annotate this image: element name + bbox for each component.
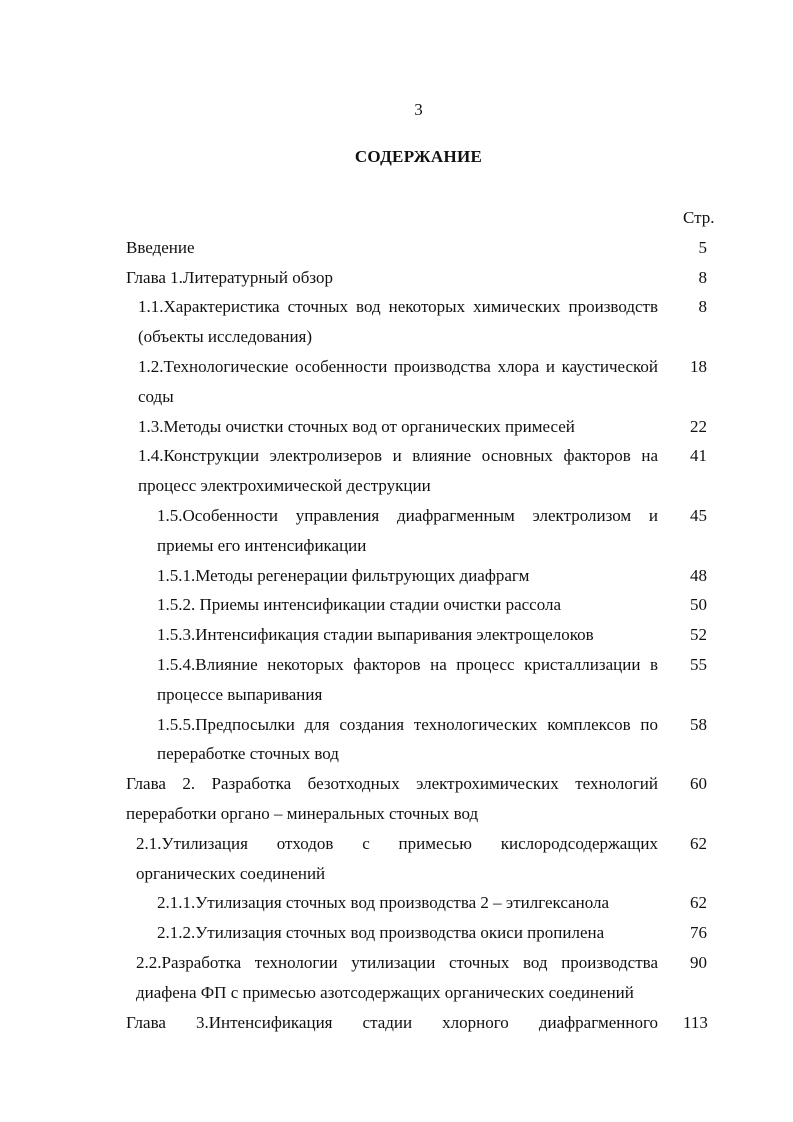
toc-entry xyxy=(0,918,793,948)
table-of-contents xyxy=(0,203,793,1037)
page-title: СОДЕРЖАНИЕ xyxy=(354,147,483,166)
toc-entry xyxy=(0,710,793,770)
toc-entry-page: 8 xyxy=(698,297,707,317)
page-number: 3 xyxy=(414,100,423,119)
toc-entry-text: Введение xyxy=(126,237,195,257)
toc-entry xyxy=(0,561,793,591)
toc-entry-text: 1.5.4.Влияние некоторых факторов на процесс кристаллизации в процессе выпаривания xyxy=(157,654,658,704)
page-column-header: Стр. xyxy=(683,208,715,227)
toc-entry-page: 8 xyxy=(698,267,707,287)
toc-entry-page: 18 xyxy=(690,356,707,376)
toc-entry-text: 1.3.Методы очистки сточных вод от органических примесей xyxy=(138,416,575,436)
toc-entry-page: 60 xyxy=(690,774,707,794)
toc-entry-text: 2.1.Утилизация отходов с примесью кислородсодержащих органических соединений xyxy=(136,833,658,883)
toc-entry xyxy=(0,888,793,918)
toc-entry-page: 22 xyxy=(690,416,707,436)
toc-entry-text: 2.1.2.Утилизация сточных вод производства окиси пропилена xyxy=(157,923,605,943)
toc-entry xyxy=(0,233,793,263)
toc-entry xyxy=(0,352,793,412)
toc-entry-page: 5 xyxy=(698,237,707,257)
toc-entry xyxy=(0,620,793,650)
toc-entry xyxy=(0,650,793,710)
toc-entry-text: Глава 1.Литературный обзор xyxy=(126,267,333,287)
toc-entry-text: 2.1.1.Утилизация сточных вод производства 2 – этилгексанола xyxy=(157,893,610,913)
toc-entry-text: 1.5.2. Приемы интенсификации стадии очистки рассола xyxy=(157,595,562,615)
toc-entry-text: 1.4.Конструкции электролизеров и влияние основных факторов на процесс электрохимической деструкции xyxy=(138,446,658,496)
toc-entry-page: 76 xyxy=(690,923,707,943)
toc-entry xyxy=(0,501,793,561)
toc-entry-page: 48 xyxy=(690,565,707,585)
toc-entry xyxy=(0,412,793,442)
toc-entry-page: 113 xyxy=(683,1012,708,1032)
toc-entry xyxy=(0,829,793,889)
toc-entry xyxy=(0,1008,793,1038)
toc-entry-page: 55 xyxy=(690,654,707,674)
toc-entry xyxy=(0,769,793,829)
toc-entry-text: 1.5.Особенности управления диафрагменным электролизом и приемы его интенсификации xyxy=(157,505,658,555)
toc-entry-text: 1.2.Технологические особенности производства хлора и каустической соды xyxy=(138,356,658,406)
toc-entry-page: 45 xyxy=(690,505,707,525)
toc-entry-text: Глава 3.Интенсификация стадии хлорного диафрагменного xyxy=(126,1012,658,1032)
toc-entry-page: 58 xyxy=(690,714,707,734)
toc-entry-text: 2.2.Разработка технологии утилизации сточных вод производства диафена ФП с примесью азотсодержащих органических соединений xyxy=(136,952,658,1002)
toc-entry-page: 52 xyxy=(690,625,707,645)
toc-entry-page: 41 xyxy=(690,446,707,466)
toc-entry-page: 90 xyxy=(690,952,707,972)
toc-entry xyxy=(0,292,793,352)
toc-entry-page: 50 xyxy=(690,595,707,615)
toc-entry xyxy=(0,263,793,293)
toc-entry-text: 1.5.1.Методы регенерации фильтрующих диафрагм xyxy=(157,565,530,585)
toc-entry-text: 1.1.Характеристика сточных вод некоторых химических производств (объекты исследования) xyxy=(138,297,658,347)
toc-entry xyxy=(0,590,793,620)
toc-entry-page: 62 xyxy=(690,893,707,913)
toc-entry xyxy=(0,948,793,1008)
toc-entry-text: 1.5.5.Предпосылки для создания технологических комплексов по переработке сточных вод xyxy=(157,714,658,764)
toc-entry-text: Глава 2. Разработка безотходных электрохимических технологий переработки органо – минеральных сточных вод xyxy=(126,774,658,823)
toc-header-row xyxy=(0,203,793,233)
toc-entry-page: 62 xyxy=(690,833,707,853)
toc-entry xyxy=(0,441,793,501)
toc-entry-text: 1.5.3.Интенсификация стадии выпаривания электрощелоков xyxy=(157,625,594,645)
